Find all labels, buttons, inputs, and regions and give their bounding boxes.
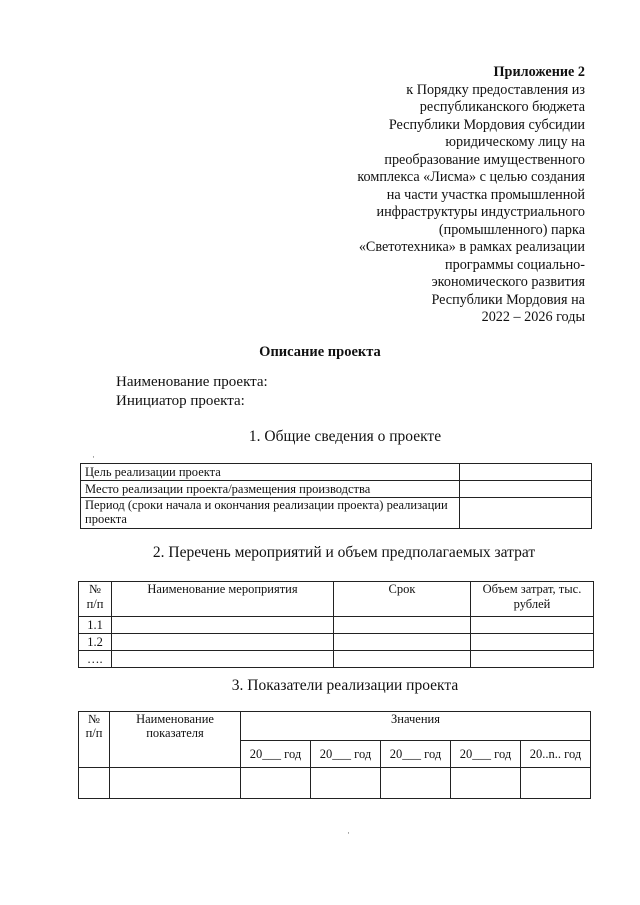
table-cell: Период (сроки начала и окончания реализации проекта) реализации проекта: [81, 498, 460, 529]
value-cell: [460, 498, 592, 529]
table-cell: [334, 651, 471, 668]
table-cell: [241, 768, 311, 799]
column-header: Срок: [334, 582, 471, 617]
year-header: 20___ год: [381, 741, 451, 768]
table-header-row: [79, 582, 594, 617]
appendix-line: (промышленного) парка: [438, 221, 585, 238]
table-cell: Цель реализации проекта: [81, 464, 460, 481]
scan-speck: ·: [92, 452, 95, 462]
table-row: [79, 634, 594, 651]
column-header: Наименование мероприятия: [112, 582, 334, 617]
appendix-line: преобразование имущественного: [384, 151, 585, 168]
general-info-table: [80, 463, 592, 529]
table-cell: [381, 768, 451, 799]
appendix-line: на части участка промышленной: [386, 186, 585, 203]
value-cell: [460, 464, 592, 481]
table-row: [81, 464, 592, 481]
row-number: 1.2: [79, 634, 112, 651]
document-title: Описание проекта: [259, 344, 381, 360]
appendix-line: республиканского бюджета: [419, 99, 585, 115]
year-header: 20..n.. год: [521, 741, 591, 768]
appendix-line: инфраструктуры индустриального: [376, 204, 585, 220]
scan-speck: ·: [347, 828, 350, 838]
table-cell: [471, 634, 594, 651]
table-cell: [521, 768, 591, 799]
year-header: 20___ год: [241, 741, 311, 768]
appendix-line: Республики Мордовия субсидии: [388, 116, 585, 133]
appendix-line: комплекса «Лисма» с целью создания: [357, 169, 585, 185]
table-cell: [110, 768, 241, 799]
column-header: Наименование показателя: [110, 712, 241, 768]
column-header: № п/п: [79, 712, 110, 768]
table-row: [79, 768, 591, 799]
column-header: Объем затрат, тыс. рублей: [471, 582, 594, 617]
table-cell: [334, 634, 471, 651]
activities-table: [78, 581, 594, 668]
table-header-row: [79, 712, 591, 741]
table-cell: [334, 617, 471, 634]
table-row: [81, 498, 592, 529]
appendix-line: юридическому лицу на: [445, 134, 585, 150]
table-cell: [451, 768, 521, 799]
table-cell: Место реализации проекта/размещения производства: [81, 481, 460, 498]
appendix-line: программы социально-: [445, 256, 585, 273]
appendix-title: Приложение 2: [493, 64, 585, 80]
table-row: [79, 617, 594, 634]
table-cell: [471, 617, 594, 634]
table-cell: [311, 768, 381, 799]
table-row: [81, 481, 592, 498]
year-header: 20___ год: [451, 741, 521, 768]
indicators-table: [78, 711, 591, 799]
section-2-heading: 2. Перечень мероприятий и объем предполагаемых затрат: [152, 544, 536, 561]
table-row: [79, 651, 594, 668]
value-cell: [460, 481, 592, 498]
appendix-line: Республики Мордовия на: [431, 291, 585, 308]
appendix-line: 2022 – 2026 годы: [481, 309, 585, 325]
row-number: ….: [79, 651, 112, 668]
row-number: 1.1: [79, 617, 112, 634]
project-name-label: Наименование проекта:: [116, 374, 268, 390]
column-header: Значения: [241, 712, 591, 741]
appendix-line: экономического развития: [431, 274, 585, 290]
table-cell: [471, 651, 594, 668]
appendix-block: [305, 64, 585, 327]
section-1-heading: 1. Общие сведения о проекте: [248, 428, 442, 445]
year-header: 20___ год: [311, 741, 381, 768]
table-cell: [79, 768, 110, 799]
column-header: № п/п: [79, 582, 112, 617]
table-cell: [112, 634, 334, 651]
table-cell: [112, 617, 334, 634]
appendix-line: к Порядку предоставления из: [406, 81, 585, 98]
initiator-label: Инициатор проекта:: [116, 393, 245, 409]
appendix-line: «Светотехника» в рамках реализации: [358, 239, 585, 255]
table-cell: [112, 651, 334, 668]
section-3-heading: 3. Показатели реализации проекта: [231, 677, 459, 694]
